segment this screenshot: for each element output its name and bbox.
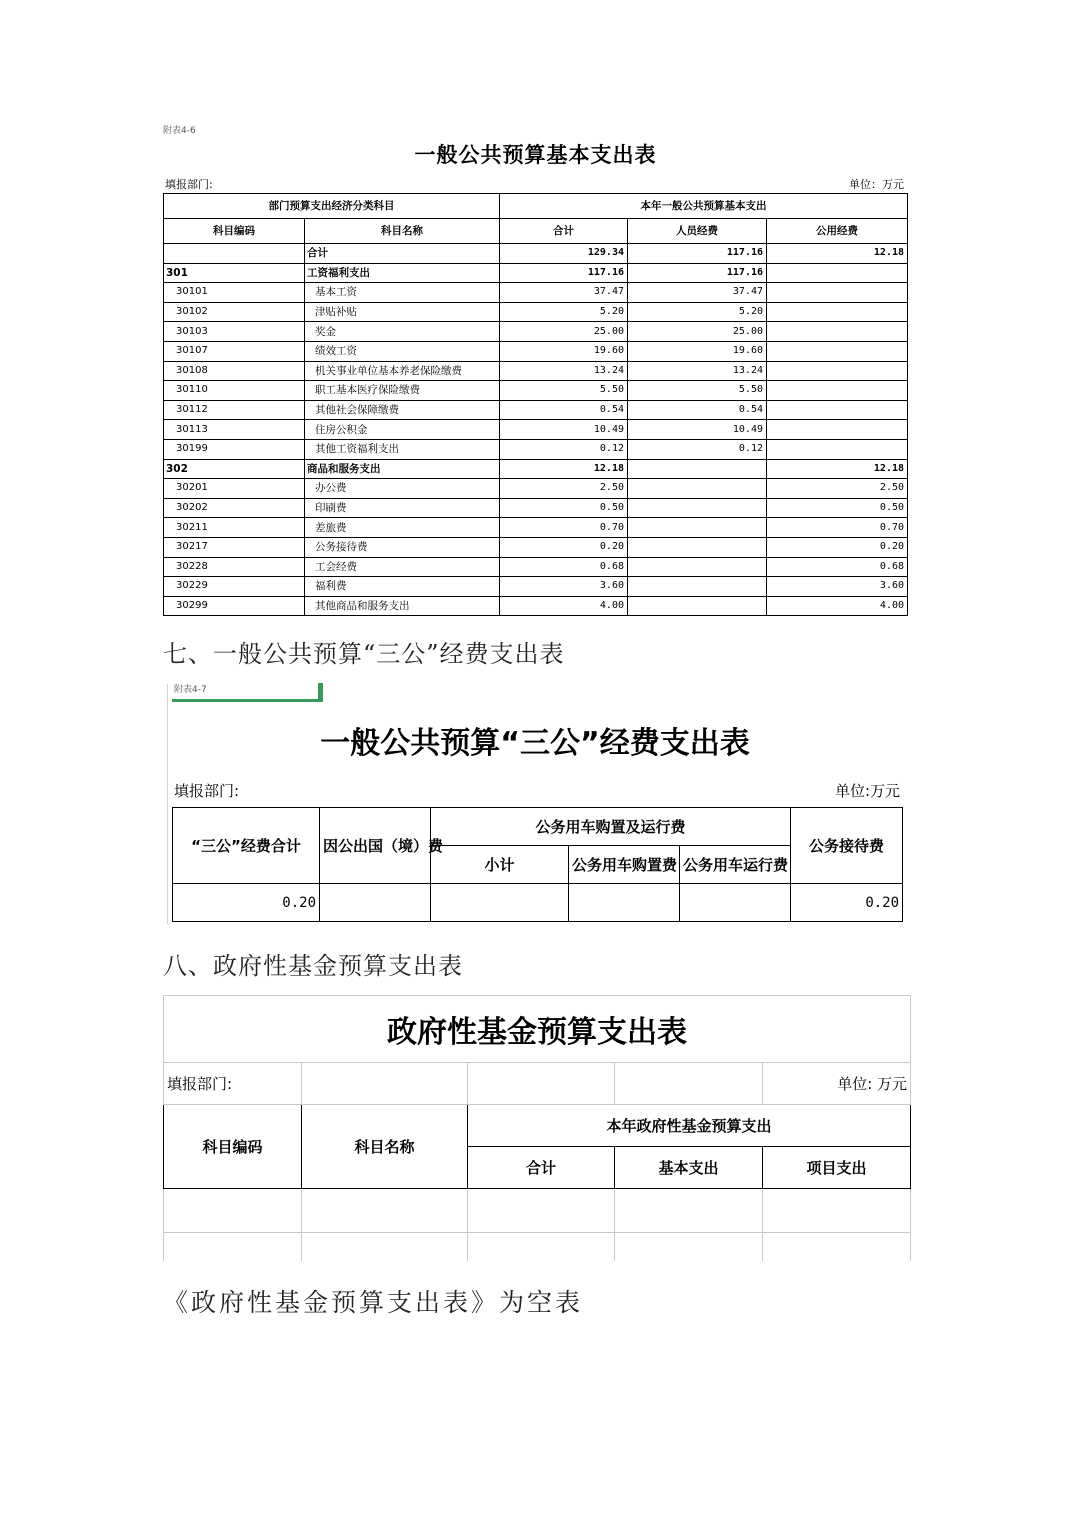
value-subtotal <box>431 884 569 922</box>
appendix-label: 附表4-7 <box>174 685 207 695</box>
value-total: 0.20 <box>173 884 320 922</box>
cell-code: 30113 <box>164 420 305 440</box>
table-row <box>164 322 908 342</box>
cell-total: 5.20 <box>500 302 628 322</box>
cell-name: 其他工资福利支出 <box>305 439 500 459</box>
table-title: 一般公共预算基本支出表 <box>414 142 657 167</box>
header-code: 科目编码 <box>164 219 305 244</box>
gov-fund-table <box>163 995 911 1261</box>
cell-personnel: 0.54 <box>628 400 767 420</box>
unit-label: 单位:万元 <box>834 782 900 800</box>
cell-name: 住房公积金 <box>305 420 500 440</box>
cell-public <box>767 322 908 342</box>
cell-name: 工会经费 <box>305 557 500 577</box>
empty-cell <box>615 1189 763 1233</box>
header-car-buy: 公务用车购置费 <box>569 846 680 884</box>
cell-code: 30201 <box>164 479 305 499</box>
empty-cell <box>468 1189 615 1233</box>
table-row <box>164 518 908 538</box>
cell-name: 奖金 <box>305 322 500 342</box>
cell-name: 办公费 <box>305 479 500 499</box>
cell-total: 3.60 <box>500 577 628 597</box>
cell-personnel <box>628 498 767 518</box>
closing-note: 《政府性基金预算支出表》为空表 <box>163 1288 584 1317</box>
cell-code <box>164 244 305 264</box>
cell-total: 13.24 <box>500 361 628 381</box>
header-fund-group: 本年政府性基金预算支出 <box>468 1105 911 1147</box>
header-three-public-total: “三公”经费合计 <box>173 808 320 884</box>
cell-total: 0.20 <box>500 537 628 557</box>
cell-name: 合计 <box>305 244 500 264</box>
table-row <box>164 400 908 420</box>
cell-code: 30199 <box>164 439 305 459</box>
cell-public: 0.70 <box>767 518 908 538</box>
cell-total: 0.70 <box>500 518 628 538</box>
fill-dept-label: 填报部门: <box>165 178 213 191</box>
header-personnel: 人员经费 <box>628 219 767 244</box>
cell-total: 12.18 <box>500 459 628 479</box>
cell-name: 津贴补贴 <box>305 302 500 322</box>
cell-name: 商品和服务支出 <box>305 459 500 479</box>
cell-total: 0.50 <box>500 498 628 518</box>
empty-cell <box>763 1233 911 1261</box>
cell-name: 其他商品和服务支出 <box>305 596 500 616</box>
table-row <box>164 302 908 322</box>
cell-name: 公务接待费 <box>305 537 500 557</box>
cell-personnel: 19.60 <box>628 341 767 361</box>
table-row <box>164 341 908 361</box>
empty-cell <box>164 1233 302 1261</box>
cell-total: 5.50 <box>500 381 628 401</box>
cell-code: 30299 <box>164 596 305 616</box>
cell-total: 19.60 <box>500 341 628 361</box>
header-total: 合计 <box>468 1147 615 1189</box>
appendix-label: 附表4-6 <box>163 126 196 136</box>
header-subtotal: 小计 <box>431 846 569 884</box>
empty-cell <box>302 1063 468 1105</box>
cell-personnel: 0.12 <box>628 439 767 459</box>
basic-expenditure-section <box>163 125 908 616</box>
cell-total: 10.49 <box>500 420 628 440</box>
cell-total: 4.00 <box>500 596 628 616</box>
cell-personnel <box>628 537 767 557</box>
cell-code: 30202 <box>164 498 305 518</box>
cell-code: 30107 <box>164 341 305 361</box>
cell-public <box>767 263 908 283</box>
header-name: 科目名称 <box>305 219 500 244</box>
table-row <box>164 420 908 440</box>
table-body <box>164 244 908 616</box>
header-basic: 基本支出 <box>615 1147 763 1189</box>
fill-dept-label: 填报部门: <box>164 1063 302 1105</box>
header-name: 科目名称 <box>302 1105 468 1189</box>
cell-personnel <box>628 518 767 538</box>
cell-code: 30229 <box>164 577 305 597</box>
gov-fund-section <box>163 995 911 1265</box>
cell-code: 30102 <box>164 302 305 322</box>
cell-personnel: 25.00 <box>628 322 767 342</box>
three-public-section <box>162 684 908 924</box>
cell-name: 机关事业单位基本养老保险缴费 <box>305 361 500 381</box>
unit-label: 单位: 万元 <box>763 1063 911 1105</box>
table-row <box>164 537 908 557</box>
cell-public: 12.18 <box>767 459 908 479</box>
table-row <box>164 459 908 479</box>
table-row <box>164 439 908 459</box>
cell-name: 印刷费 <box>305 498 500 518</box>
cell-total: 129.34 <box>500 244 628 264</box>
table-row <box>164 479 908 499</box>
empty-cell <box>302 1189 468 1233</box>
cell-public: 4.00 <box>767 596 908 616</box>
header-economic-class: 部门预算支出经济分类科目 <box>164 194 500 219</box>
basic-expenditure-table <box>163 193 908 616</box>
cell-total: 0.54 <box>500 400 628 420</box>
cell-code: 30217 <box>164 537 305 557</box>
cell-total: 117.16 <box>500 263 628 283</box>
header-car-run: 公务用车运行费 <box>680 846 791 884</box>
table-row <box>164 361 908 381</box>
table-row <box>164 498 908 518</box>
cell-personnel: 117.16 <box>628 263 767 283</box>
cell-name: 福利费 <box>305 577 500 597</box>
cell-public: 3.60 <box>767 577 908 597</box>
header-car-group: 公务用车购置及运行费 <box>431 808 791 846</box>
cell-personnel: 117.16 <box>628 244 767 264</box>
value-abroad <box>320 884 431 922</box>
cell-public <box>767 439 908 459</box>
cell-personnel <box>628 596 767 616</box>
cell-personnel: 13.24 <box>628 361 767 381</box>
cell-total: 0.12 <box>500 439 628 459</box>
cell-name: 差旅费 <box>305 518 500 538</box>
section-heading-8: 八、政府性基金预算支出表 <box>163 952 463 980</box>
header-public: 公用经费 <box>767 219 908 244</box>
cell-personnel: 10.49 <box>628 420 767 440</box>
cell-public <box>767 283 908 303</box>
cell-name: 基本工资 <box>305 283 500 303</box>
table-title: 政府性基金预算支出表 <box>164 996 911 1063</box>
table-row <box>164 244 908 264</box>
table-row <box>164 381 908 401</box>
empty-cell <box>763 1189 911 1233</box>
cell-public <box>767 381 908 401</box>
header-abroad: 因公出国（境）费 <box>320 808 431 884</box>
cell-personnel: 5.20 <box>628 302 767 322</box>
table-row <box>164 263 908 283</box>
empty-cell <box>615 1063 763 1105</box>
header-code: 科目编码 <box>164 1105 302 1189</box>
cell-public: 0.50 <box>767 498 908 518</box>
cell-public <box>767 341 908 361</box>
header-reception: 公务接待费 <box>791 808 903 884</box>
header-project: 项目支出 <box>763 1147 911 1189</box>
value-car-buy <box>569 884 680 922</box>
unit-label: 单位：万元 <box>849 178 904 191</box>
cell-code: 30101 <box>164 283 305 303</box>
cell-code: 301 <box>164 263 305 283</box>
cell-public <box>767 400 908 420</box>
empty-cell <box>468 1233 615 1261</box>
cell-code: 30108 <box>164 361 305 381</box>
empty-cell <box>615 1233 763 1261</box>
cell-personnel <box>628 479 767 499</box>
cell-public: 0.68 <box>767 557 908 577</box>
cell-code: 30228 <box>164 557 305 577</box>
cell-code: 30211 <box>164 518 305 538</box>
cell-personnel <box>628 557 767 577</box>
cell-total: 0.68 <box>500 557 628 577</box>
cell-total: 37.47 <box>500 283 628 303</box>
cell-public <box>767 302 908 322</box>
cell-total: 2.50 <box>500 479 628 499</box>
table-row <box>164 557 908 577</box>
cell-public: 2.50 <box>767 479 908 499</box>
empty-cell <box>164 1189 302 1233</box>
value-car-run <box>680 884 791 922</box>
empty-cell <box>468 1063 615 1105</box>
cell-personnel: 37.47 <box>628 283 767 303</box>
cell-name: 其他社会保障缴费 <box>305 400 500 420</box>
header-total: 合计 <box>500 219 628 244</box>
cell-code: 302 <box>164 459 305 479</box>
value-reception: 0.20 <box>791 884 903 922</box>
cell-personnel <box>628 577 767 597</box>
header-basic-expenditure: 本年一般公共预算基本支出 <box>500 194 908 219</box>
section-heading-7: 七、一般公共预算“三公”经费支出表 <box>163 640 565 668</box>
cell-code: 30110 <box>164 381 305 401</box>
cell-total: 25.00 <box>500 322 628 342</box>
cell-public: 12.18 <box>767 244 908 264</box>
cell-code: 30103 <box>164 322 305 342</box>
cell-name: 工资福利支出 <box>305 263 500 283</box>
cell-public <box>767 361 908 381</box>
fill-dept-label: 填报部门: <box>174 782 240 800</box>
three-public-table <box>172 807 903 922</box>
cell-name: 绩效工资 <box>305 341 500 361</box>
cell-public <box>767 420 908 440</box>
empty-cell <box>302 1233 468 1261</box>
table-row <box>164 596 908 616</box>
table-row <box>164 577 908 597</box>
table-meta <box>163 173 908 193</box>
cell-name: 职工基本医疗保险缴费 <box>305 381 500 401</box>
cell-personnel <box>628 459 767 479</box>
table-row <box>164 283 908 303</box>
cell-code: 30112 <box>164 400 305 420</box>
table-title: 一般公共预算“三公”经费支出表 <box>320 726 750 761</box>
cell-personnel: 5.50 <box>628 381 767 401</box>
cell-public: 0.20 <box>767 537 908 557</box>
